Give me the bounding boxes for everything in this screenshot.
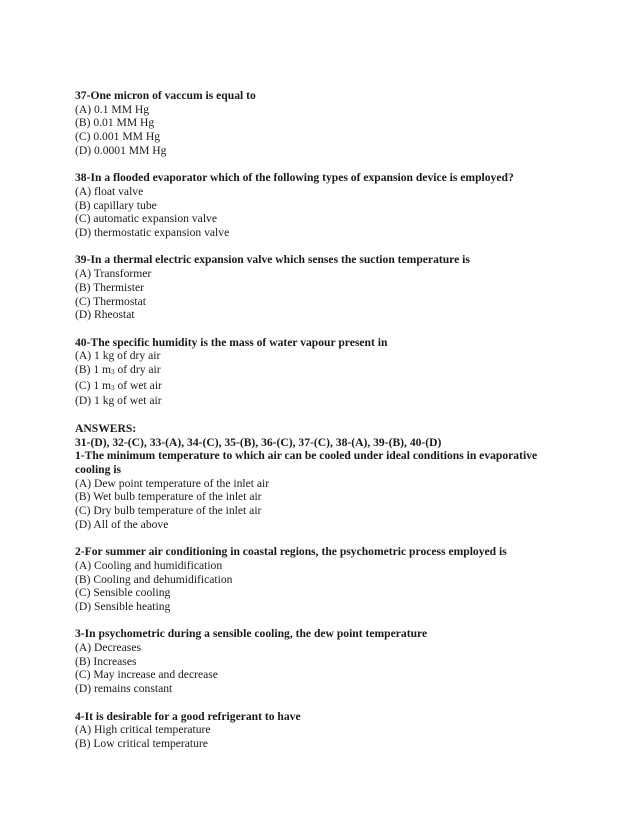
option-b: (B) Thermister <box>75 280 145 294</box>
question-text: 38-In a flooded evaporator which of the following types of expansion device is employed? <box>75 171 514 185</box>
question-text: 4-It is desirable for a good refrigerant to have <box>75 709 301 723</box>
answers-heading: ANSWERS: <box>75 421 137 435</box>
question-4 <box>75 710 595 751</box>
question-text: 2-For summer air conditioning in coastal regions, the psychometric process employed is <box>75 545 507 559</box>
option-b-prefix: (B) 1 m <box>75 363 112 377</box>
superscript-unit: 3 <box>111 368 115 377</box>
option-c: (C) 0.001 MM Hg <box>75 130 161 144</box>
option-a: (A) Cooling and humidification <box>75 558 223 572</box>
option-d: (D) All of the above <box>75 517 169 531</box>
option-b: (B) 0.01 MM Hg <box>75 116 155 130</box>
option-a: (A) Dew point temperature of the inlet air <box>75 476 270 490</box>
question-38 <box>75 171 595 240</box>
option-d: (D) thermostatic expansion valve <box>75 226 230 240</box>
option-b: (B) capillary tube <box>75 198 157 212</box>
option-b: (B) Cooling and dehumidification <box>75 572 233 586</box>
option-a: (A) float valve <box>75 184 144 198</box>
superscript-unit: 3 <box>111 383 115 392</box>
option-a: (A) Decreases <box>75 641 141 655</box>
document-page <box>75 89 595 751</box>
question-text: 40-The specific humidity is the mass of water vapour present in <box>75 335 388 349</box>
option-b-suffix: of dry air <box>114 363 161 377</box>
option-d: (D) 1 kg of wet air <box>75 394 162 408</box>
question-text-line1: 1-The minimum temperature to which air can be cooled under ideal conditions in evaporative <box>75 449 538 463</box>
question-text: 39-In a thermal electric expansion valve which senses the suction temperature is <box>75 253 470 267</box>
option-b: (B) Increases <box>75 654 137 668</box>
option-c: (C) Sensible cooling <box>75 586 171 600</box>
option-d: (D) Sensible heating <box>75 599 171 613</box>
question-3 <box>75 627 595 696</box>
question-2 <box>75 545 595 614</box>
option-b: (B) Wet bulb temperature of the inlet air <box>75 490 262 504</box>
question-37 <box>75 89 595 158</box>
question-text-line2: cooling is <box>75 462 122 476</box>
option-c-suffix: of wet air <box>114 378 162 392</box>
option-c: (C) Dry bulb temperature of the inlet air <box>75 504 262 518</box>
option-c <box>75 379 595 395</box>
option-b <box>75 363 595 379</box>
option-c-prefix: (C) 1 m <box>75 378 112 392</box>
answers-key: 31-(D), 32-(C), 33-(A), 34-(C), 35-(B), 36-(C), 37-(C), 38-(A), 39-(B), 40-(D) <box>75 435 442 449</box>
question-40 <box>75 336 595 409</box>
option-a: (A) High critical temperature <box>75 723 211 737</box>
option-d: (D) 0.0001 MM Hg <box>75 143 167 157</box>
option-a: (A) 0.1 MM Hg <box>75 102 150 116</box>
option-a: (A) 1 kg of dry air <box>75 349 161 363</box>
question-39 <box>75 253 595 322</box>
option-c: (C) Thermostat <box>75 294 146 308</box>
option-a: (A) Transformer <box>75 267 152 281</box>
option-d: (D) Rheostat <box>75 308 135 322</box>
question-text: 37-One micron of vaccum is equal to <box>75 89 256 102</box>
option-c: (C) automatic expansion valve <box>75 212 217 226</box>
question-1 <box>75 449 595 531</box>
option-d: (D) remains constant <box>75 682 173 696</box>
option-c: (C) May increase and decrease <box>75 668 218 682</box>
question-text: 3-In psychometric during a sensible cooling, the dew point temperature <box>75 627 428 641</box>
option-b: (B) Low critical temperature <box>75 736 208 750</box>
answers-section <box>75 422 595 449</box>
